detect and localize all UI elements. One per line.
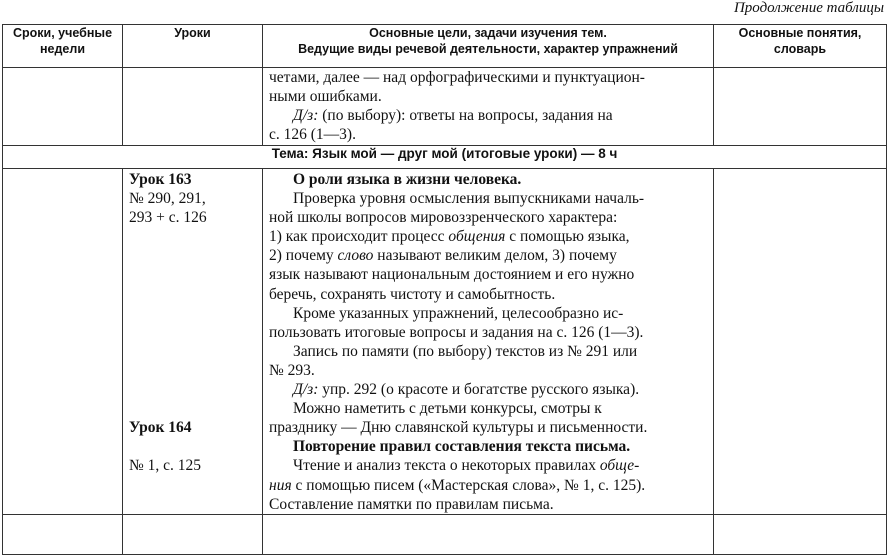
text-span: обще- — [599, 457, 640, 475]
lesson-plan-table — [2, 24, 887, 555]
lesson-163-ref: 293 + с. 126 — [129, 209, 207, 227]
text-line: № 293. — [269, 361, 315, 379]
text-line: четами, далее — над орфографическими и пунктуацион- — [269, 69, 645, 86]
header-goals-line1: Основные цели, задачи изучения тем. — [369, 26, 607, 40]
header-lessons: Уроки — [123, 25, 263, 68]
text-span: называют великим делом, 3) почему — [373, 247, 617, 265]
table-row — [3, 514, 887, 554]
homework-text: (по выбору): ответы на вопросы, задания на — [318, 107, 613, 125]
text-line: Запись по памяти (по выбору) текстов из № 291 или — [293, 342, 638, 360]
header-concepts: Основные понятия, словарь — [714, 25, 887, 68]
text-line — [269, 476, 706, 495]
lesson-163-title: Урок 163 — [129, 171, 192, 188]
text-span: 1) как происходит процесс — [269, 228, 449, 246]
text-line: язык называют национальным достоянием и его нужно — [269, 266, 635, 284]
header-goals-line2: Ведущие виды речевой деятельности, характер упражнений — [298, 42, 678, 56]
text-line — [269, 456, 706, 475]
text-line: ными ошибками. — [269, 88, 382, 106]
cell-concepts — [714, 514, 887, 554]
cell-weeks — [3, 169, 123, 515]
lesson-163-heading: О роли языка в жизни человека. — [293, 171, 522, 188]
continuation-label: Продолжение таблицы — [733, 0, 884, 16]
cell-weeks — [3, 514, 123, 554]
cell-lessons — [123, 68, 263, 146]
lesson-164-title: Урок 164 — [129, 419, 192, 437]
cell-concepts — [714, 169, 887, 515]
cell-goals — [263, 68, 714, 146]
homework-label: Д/з: — [293, 381, 319, 399]
text-line: празднику — Дню славянской культуры и письменности. — [269, 419, 648, 437]
text-span: с помощью писем («Мастерская слова», № 1, с. 125). — [291, 476, 646, 494]
cell-lessons — [123, 169, 263, 515]
text-line: ной школы вопросов мировоззренческого характера: — [269, 209, 618, 227]
theme-row — [3, 146, 887, 169]
header-weeks: Сроки, учебные недели — [3, 25, 123, 68]
text-line: с. 126 (1—3). — [269, 126, 356, 144]
text-span: 2) почему — [269, 247, 338, 265]
cell-goals — [263, 514, 714, 554]
lesson-164-ref: № 1, с. 125 — [129, 457, 202, 475]
lesson-163-ref: № 290, 291, — [129, 190, 206, 208]
text-span: слово — [337, 247, 374, 265]
text-line: беречь, сохранять чистоту и самобытность. — [269, 285, 556, 303]
cell-lessons — [123, 514, 263, 554]
table-row — [3, 68, 887, 146]
header-goals — [263, 25, 714, 68]
text-line: Кроме указанных упражнений, целесообразно ис- — [293, 304, 624, 322]
homework-line — [269, 380, 706, 399]
text-span: ния — [269, 476, 292, 494]
text-line — [269, 246, 706, 265]
homework-label: Д/з: — [293, 107, 319, 125]
text-line: Составление памятки по правилам письма. — [269, 495, 554, 513]
cell-goals — [263, 169, 714, 515]
table-header-row — [3, 25, 887, 68]
text-line — [269, 227, 706, 246]
cell-concepts — [714, 68, 887, 146]
lesson-164-heading: Повторение правил составления текста письма. — [293, 438, 631, 456]
table-row — [3, 169, 887, 515]
homework-line — [269, 106, 706, 125]
text-span: общения — [448, 228, 506, 246]
text-line: Проверка уровня осмысления выпускниками началь- — [293, 190, 645, 208]
cell-weeks — [3, 68, 123, 146]
text-line: Можно наметить с детьми конкурсы, смотры к — [293, 400, 602, 418]
homework-text: упр. 292 (о красоте и богатстве русского языка). — [318, 381, 640, 399]
text-span: с помощью языка, — [505, 228, 630, 246]
text-span: Чтение и анализ текста о некоторых правилах — [293, 457, 600, 475]
text-line: пользовать итоговые вопросы и задания на с. 126 (1—3). — [269, 323, 644, 341]
theme-title: Тема: Язык мой — друг мой (итоговые уроки) — 8 ч — [3, 146, 887, 169]
